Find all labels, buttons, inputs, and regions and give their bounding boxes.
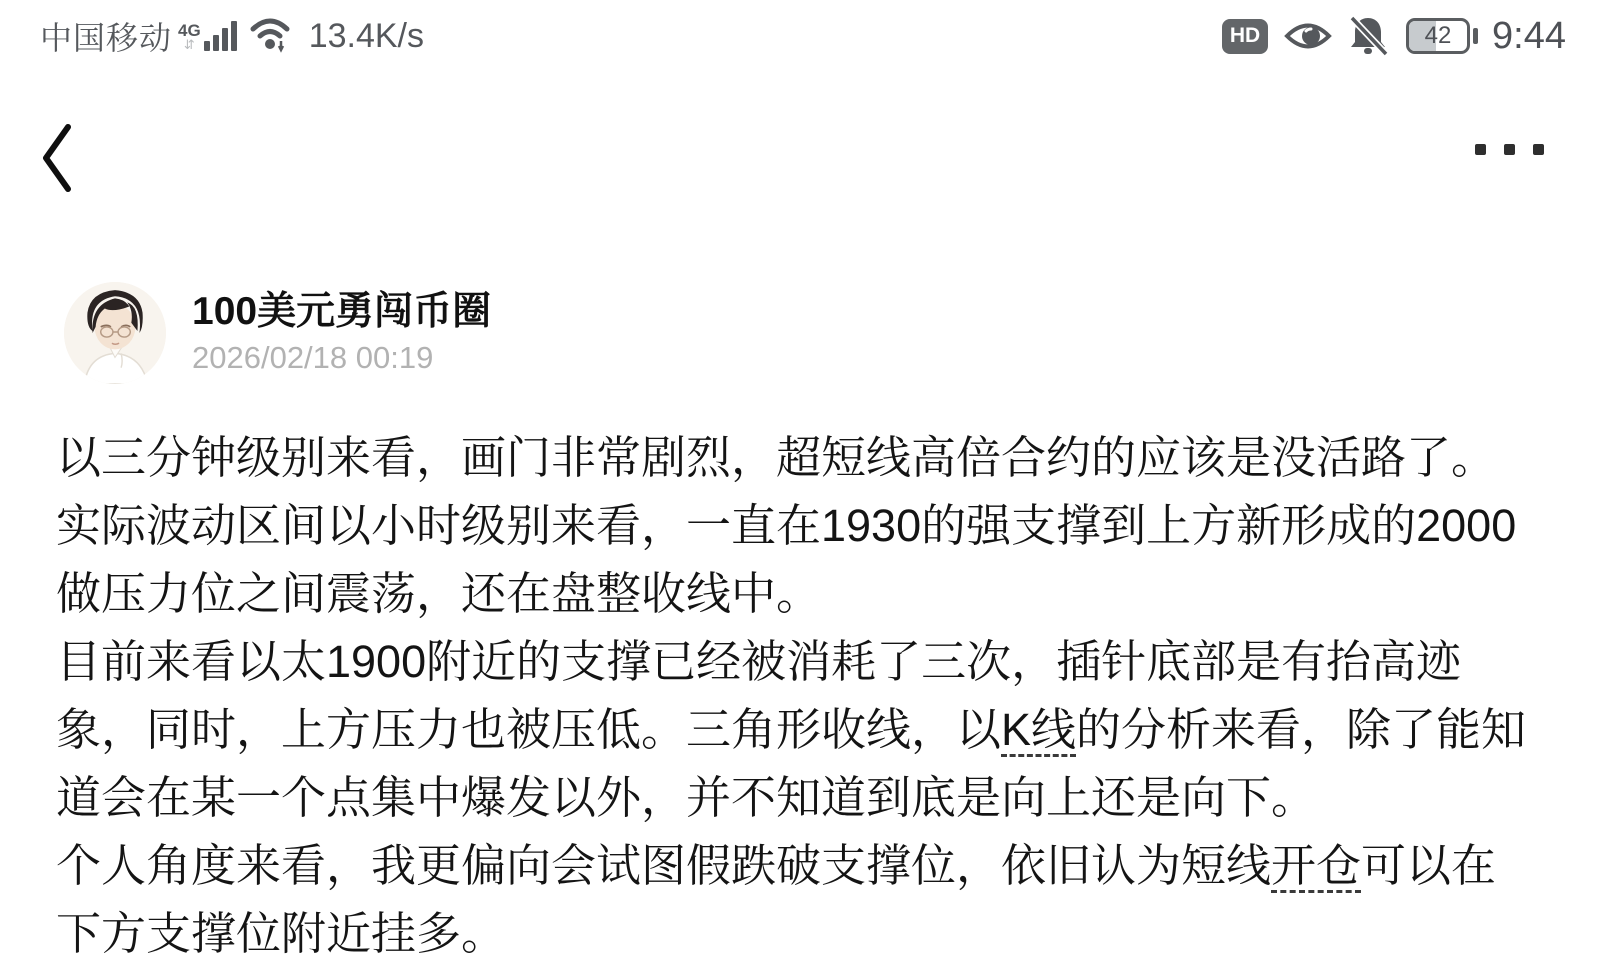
back-button[interactable] bbox=[40, 120, 88, 196]
post-body bbox=[56, 424, 1560, 968]
post-text-line bbox=[56, 764, 1560, 832]
hd-icon: HD bbox=[1222, 19, 1268, 54]
battery-terminal bbox=[1473, 28, 1478, 44]
status-bar-left bbox=[40, 13, 424, 59]
cellular-signal-icon bbox=[178, 21, 237, 51]
post-text-line bbox=[56, 560, 1560, 628]
post-text-line bbox=[56, 424, 1560, 492]
text-segment: 道会在某一个点集中爆发以外，并不知道到底是向上还是向下。 bbox=[56, 772, 1317, 823]
notifications-muted-icon bbox=[1346, 16, 1390, 56]
post-text-line bbox=[56, 900, 1560, 968]
author-avatar[interactable] bbox=[64, 282, 166, 384]
more-options-button[interactable] bbox=[1475, 144, 1544, 155]
data-arrows-icon: ⇵ bbox=[183, 37, 195, 52]
text-segment: 象，同时，上方压力也被压低。三角形收线，以 bbox=[56, 704, 1002, 755]
post-text-line bbox=[56, 696, 1560, 764]
network-speed-label: 13.4K/s bbox=[308, 16, 425, 55]
nav-bar bbox=[40, 116, 1544, 196]
wifi-icon bbox=[249, 15, 295, 58]
text-segment: 个人角度来看，我更偏向会试图假跌破支撑位，依旧认为短线 bbox=[56, 840, 1272, 891]
signal-bars-icon bbox=[204, 21, 237, 51]
text-segment: 下方支撑位附近挂多。 bbox=[56, 908, 507, 959]
text-segment: 可以在 bbox=[1361, 840, 1497, 891]
author-name[interactable]: 100美元勇闯币圈 bbox=[192, 290, 492, 333]
text-segment: 目前来看以太1900附近的支撑已经被消耗了三次，插针底部是有抬高迹 bbox=[56, 636, 1462, 687]
text-segment: 的分析来看，除了能知 bbox=[1076, 704, 1527, 755]
network-type-label: 4G bbox=[178, 21, 201, 40]
more-dot bbox=[1504, 144, 1515, 155]
battery-percent-label: 42 bbox=[1424, 22, 1452, 49]
post-text-line bbox=[56, 628, 1560, 696]
post-text-line bbox=[56, 492, 1560, 560]
post-timestamp: 2026/02/18 00:19 bbox=[192, 340, 434, 375]
underlined-term[interactable]: K线 bbox=[1001, 704, 1077, 755]
more-dot bbox=[1475, 144, 1486, 155]
post-header bbox=[64, 282, 1560, 384]
battery-icon bbox=[1406, 18, 1470, 54]
clock-label: 9:44 bbox=[1492, 14, 1566, 57]
eye-comfort-icon bbox=[1284, 19, 1332, 53]
post-meta bbox=[192, 288, 491, 378]
text-segment: 实际波动区间以小时级别来看，一直在1930的强支撑到上方新形成的2000 bbox=[56, 500, 1517, 551]
status-bar-right bbox=[1222, 15, 1566, 58]
status-bar bbox=[40, 8, 1566, 64]
post-text-line bbox=[56, 832, 1560, 900]
text-segment: 以三分钟级别来看，画门非常剧烈，超短线高倍合约的应该是没活路了。 bbox=[56, 432, 1497, 483]
back-chevron-icon bbox=[40, 123, 74, 193]
underlined-term[interactable]: 开仓 bbox=[1271, 840, 1362, 891]
text-segment: 做压力位之间震荡，还在盘整收线中。 bbox=[56, 568, 822, 619]
more-dot bbox=[1533, 144, 1544, 155]
carrier-label: 中国移动 bbox=[40, 20, 173, 56]
